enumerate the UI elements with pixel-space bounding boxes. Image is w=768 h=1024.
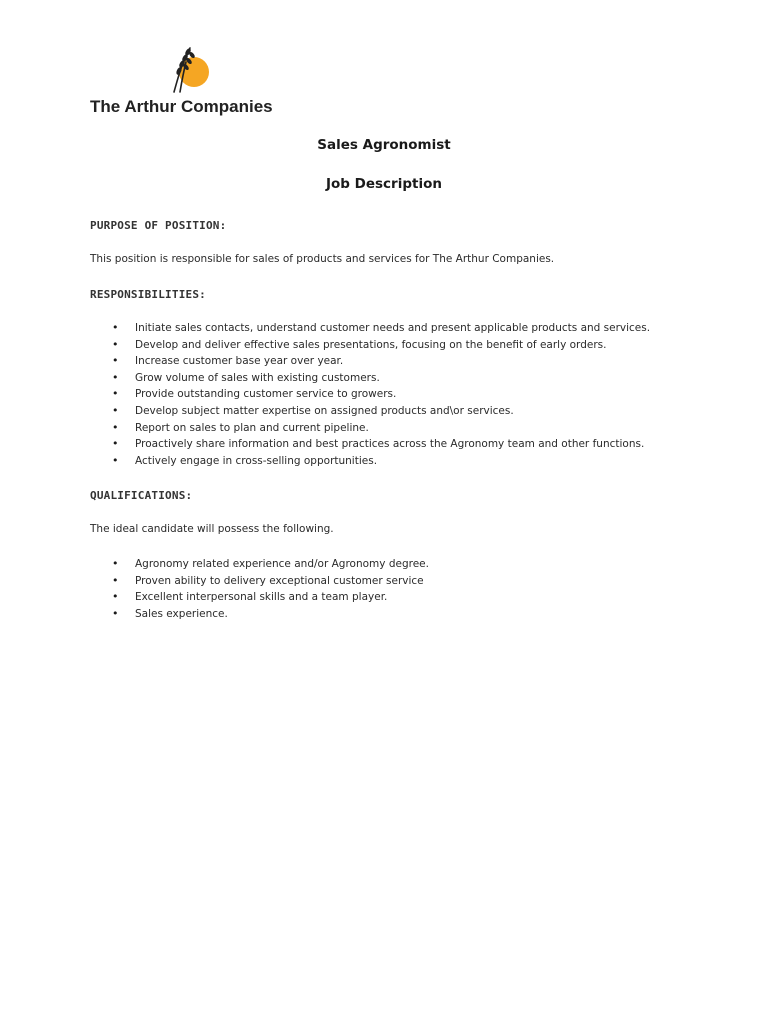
bullet-icon: • xyxy=(112,590,119,604)
bullet-icon: • xyxy=(112,370,119,384)
qualifications-heading: QUALIFICATIONS: xyxy=(90,489,193,502)
responsibilities-heading: RESPONSIBILITIES: xyxy=(90,288,206,301)
bullet-icon: • xyxy=(112,354,119,368)
qualifications-intro: The ideal candidate will possess the following. xyxy=(90,523,334,535)
bullet-icon: • xyxy=(112,606,119,620)
document-page: The Arthur Companies Sales Agronomist Job Description PURPOSE OF POSITION: This position is responsible for sales of products and services for The Arthur Companies. RESPONSIBILITIES: • Initiate sales contacts, understand customer needs and present applicable products and services. • Develop and deliver effective sales presentations, focusing on the benefit of early orders. • Increase customer base year over year. • Grow volume of sales with existing customers. • Provide outstanding customer service to growers. • Develop subject matter expertise on assigned products and\or services. • Report on sales to plan and current pipeline. • Proactively share information and best practices across the Agronomy team and other functions. • Actively engage in cross-selling opportunities. QUALIFICATIONS: The ideal candidate will possess the following. • Agronomy related experience and/or Agronomy degree. • Proven ability to delivery exceptional customer service • Excellent interpersonal skills and a team player. • Sales experience. xyxy=(0,0,768,1024)
bullet-icon: • xyxy=(112,420,119,434)
wheat-sun-icon xyxy=(160,44,220,94)
purpose-heading: PURPOSE OF POSITION: xyxy=(90,219,227,232)
job-title: Sales Agronomist xyxy=(317,137,451,153)
bullet-icon: • xyxy=(112,403,119,417)
bullet-icon: • xyxy=(112,437,119,451)
bullet-icon: • xyxy=(112,337,119,351)
bullet-icon: • xyxy=(112,387,119,401)
bullet-icon: • xyxy=(112,453,119,467)
company-logo xyxy=(90,44,290,120)
bullet-icon: • xyxy=(112,321,119,334)
company-name: The Arthur Companies xyxy=(90,97,273,116)
bullet-icon: • xyxy=(112,557,119,570)
purpose-text: This position is responsible for sales of products and services for The Arthur Companies. xyxy=(90,253,555,265)
document-subtitle: Job Description xyxy=(326,176,442,192)
bullet-icon: • xyxy=(112,573,119,587)
